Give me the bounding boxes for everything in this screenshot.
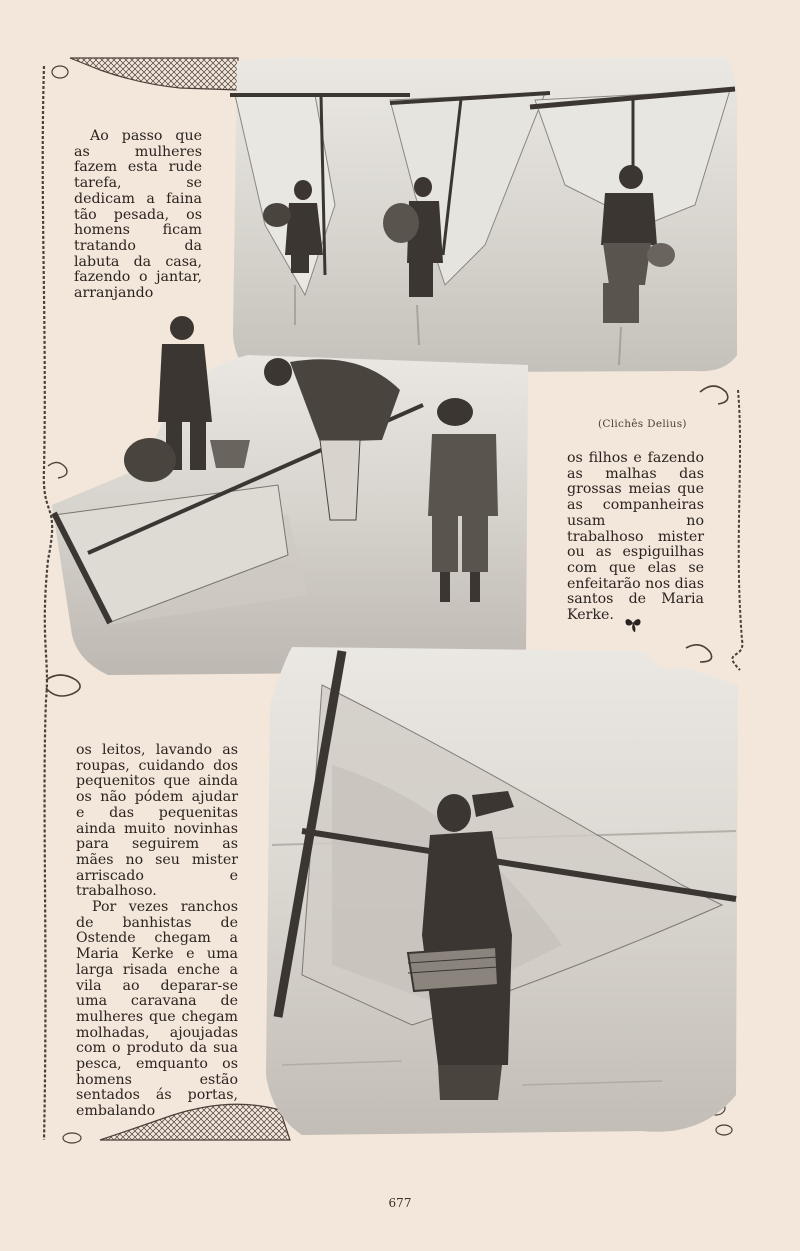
photo-beach-figures [110,310,520,640]
paragraph-4: Por vezes ranchos de banhistas de Ostende chegam a Maria Kerke e uma larga risada enche a vila ao deparar-se uma caravana de mulheres que chegam molhadas, ajoujadas com o produto da sua pesca, emquanto os homens estão sentados ás portas, embalando [76,899,238,1120]
photo-woman-with-net [262,645,740,1140]
article-column-bottom [76,743,238,1120]
paragraph-1: Ao passo que as mulheres fazem esta rude tarefa, se dedicam a faina tão pesada, os homens ficam tratando da labuta da casa, fazendo o jantar, arranjando [74,128,202,302]
leaf-fleuron-icon [622,612,644,634]
paragraph-2: os filhos e fazendo as malhas das grossas meias que as companheiras usam no trabalhoso mister ou as espiguilhas com que elas se enfeitarão nos dias santos de Maria Kerke. [567,450,704,624]
article-column-middle [567,451,704,624]
page-number: 677 [388,1196,412,1210]
paragraph-3: os leitos, lavando as roupas, cuidando dos pequenitos que ainda os não pódem ajudar e das pequenitas ainda muito novinhas para seguirem as mães no seu mister arriscado e trabalhoso. [76,742,238,900]
photo-credit: (Clichês Delius) [598,418,687,430]
article-column-top [74,129,202,302]
